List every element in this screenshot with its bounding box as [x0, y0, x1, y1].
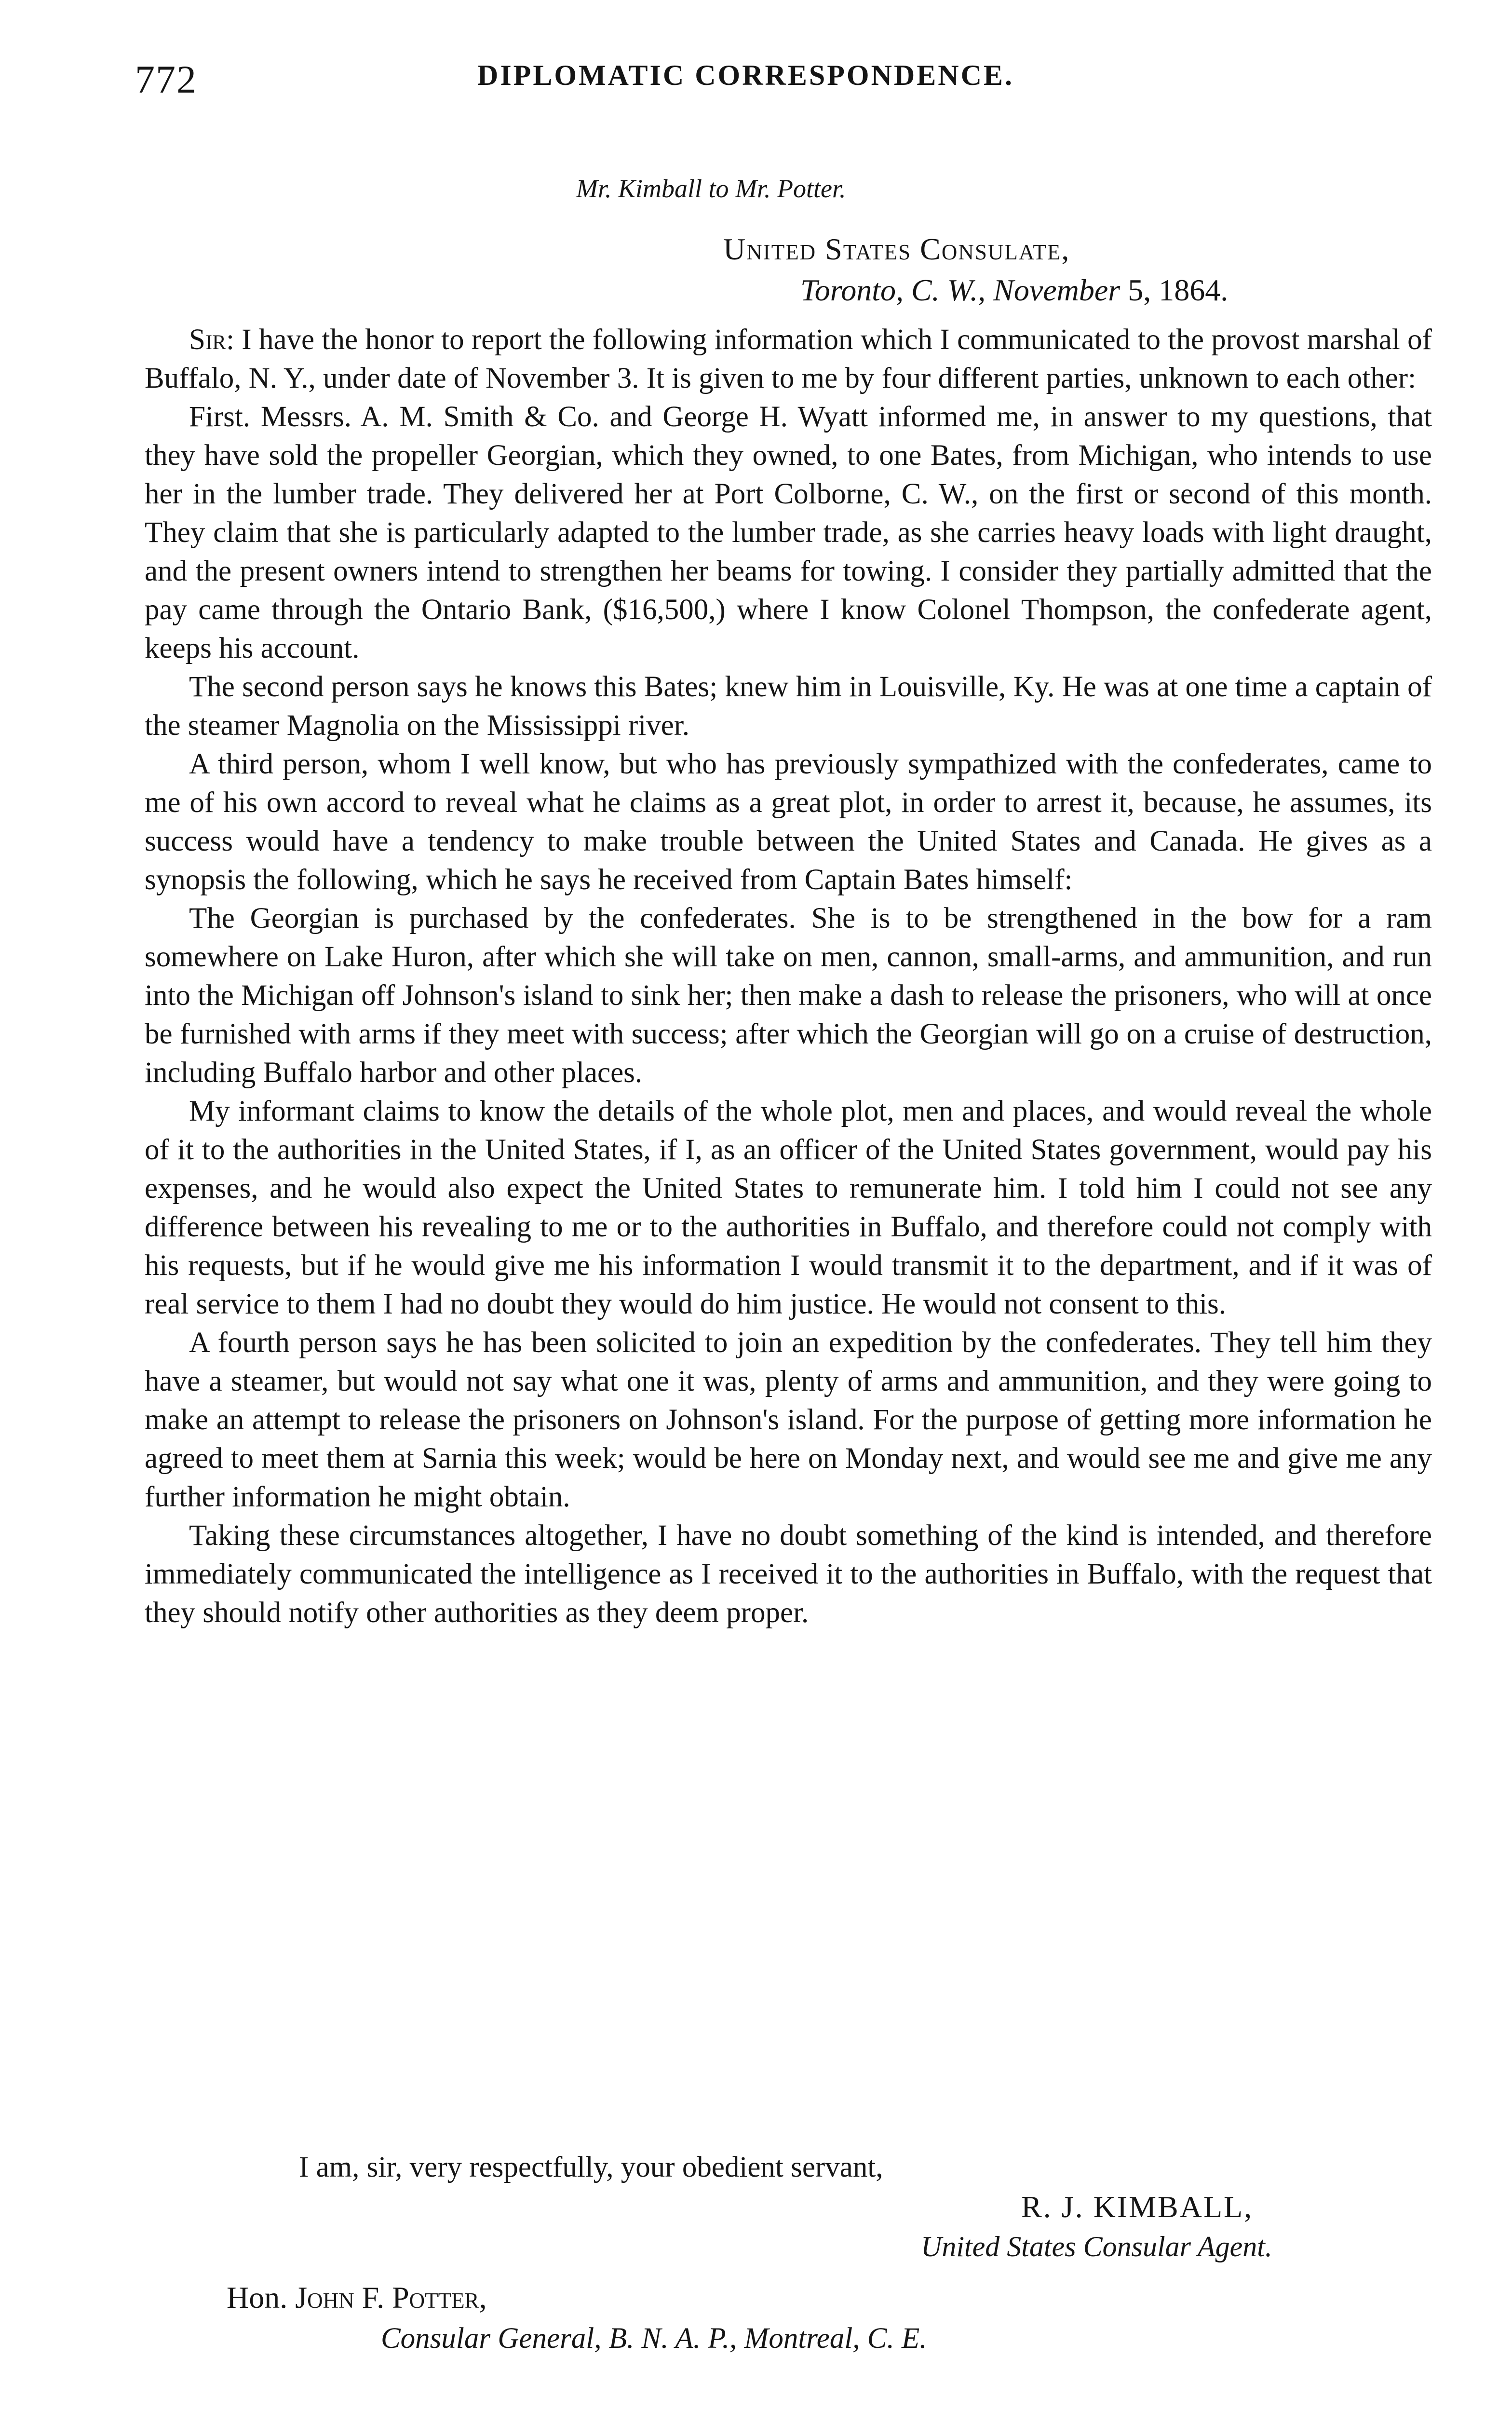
dateline-office: United States Consulate,: [723, 232, 1070, 266]
addressee: [227, 2280, 487, 2316]
dateline-date-numeric: 5, 1864.: [1128, 273, 1228, 307]
addressee-name: John F. Potter,: [295, 2280, 487, 2315]
letter-heading: Mr. Kimball to Mr. Potter.: [576, 174, 846, 203]
body-paragraph: My informant claims to know the details of the whole plot, men and places, and would reveal the whole of it to the authorities in the United States, if I, as an officer of the United States government, would pay his expenses, and he would also expect the United States to remunerate him. I told him I could not see any difference between his revealing to me or to the authorities in Buffalo, and therefore could not comply with his requests, but if he would give me his information I would transmit it to the department, and if it was of real service to them I had no doubt they would do him justice. He would not consent to this.: [145, 1095, 1432, 1320]
addressee-title: Consular General, B. N. A. P., Montreal, C. E.: [381, 2322, 927, 2355]
body-paragraph: A fourth person says he has been solicited to join an expedition by the confederates. They tell him they have a steamer, but would not say what one it was, plenty of arms and ammunition, and they were going to make an attempt to release the prisoners on Johnson's island. For the purpose of getting more information he agreed to meet them at Sarnia this week; would be here on Monday next, and would see me and give me any further information he might obtain.: [145, 1327, 1432, 1513]
dateline-place-text: Toronto, C. W., November: [800, 273, 1120, 307]
body-paragraph: First. Messrs. A. M. Smith & Co. and George H. Wyatt informed me, in answer to my questions, that they have sold the propeller Georgian, which they owned, to one Bates, from Michigan, who intends to use her in the lumber trade. They delivered her at Port Colborne, C. W., on the first or second of this month. They claim that she is particularly adapted to the lumber trade, as she carries heavy loads with light draught, and the present owners intend to strengthen her beams for towing. I consider they partially admitted that the pay came through the Ontario Bank, ($16,500,) where I know Colonel Thompson, the confederate agent, keeps his account.: [145, 401, 1432, 664]
body-paragraph: The Georgian is purchased by the confederates. She is to be strengthened in the bow for a ram somewhere on Lake Huron, after which she will take on men, cannon, small-arms, and ammunition, and run into the Michigan off Johnson's island to sink her; then make a dash to release the prisoners, who will at once be furnished with arms if they meet with success; after which the Georgian will go on a cruise of destruction, including Buffalo harbor and other places.: [145, 902, 1432, 1089]
paragraph-text: : I have the honor to report the following information which I communicated to the provost marshal of Buffalo, N. Y., under date of November 3. It is given to me by four different parties, unknown to each other:: [145, 324, 1432, 394]
dateline: [800, 272, 1228, 308]
salutation: Sir: [189, 324, 226, 356]
body-paragraph: The second person says he knows this Bates; knew him in Louisville, Ky. He was at one time a captain of the steamer Magnolia on the Mississippi river.: [145, 671, 1432, 742]
addressee-prefix: Hon.: [227, 2280, 288, 2315]
letter-body: [145, 321, 1432, 1632]
signature-name: R. J. KIMBALL,: [1021, 2190, 1254, 2224]
closing-line: I am, sir, very respectfully, your obedient servant,: [299, 2151, 883, 2183]
body-paragraph: Taking these circumstances altogether, I have no doubt something of the kind is intended, and therefore immediately communicated the intelligence as I received it to the authorities in Buffalo, with the request that they should notify other authorities as they deem proper.: [145, 1519, 1432, 1629]
signature-title: United States Consular Agent.: [921, 2231, 1272, 2262]
body-paragraph: [145, 321, 1432, 398]
running-title: DIPLOMATIC CORRESPONDENCE.: [477, 59, 1014, 91]
body-paragraph: A third person, whom I well know, but who has previously sympathized with the confederates, came to me of his own accord to reveal what he claims as a great plot, in order to arrest it, because, he assumes, its success would have a tendency to make trouble between the United States and Canada. He gives as a synopsis the following, which he says he received from Captain Bates himself:: [145, 748, 1432, 896]
page-number: 772: [135, 57, 197, 101]
